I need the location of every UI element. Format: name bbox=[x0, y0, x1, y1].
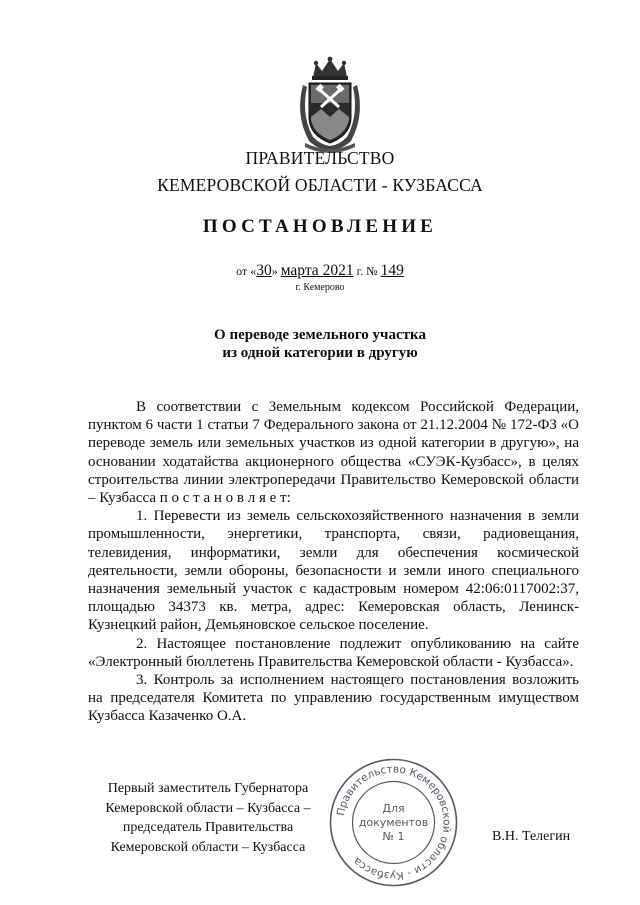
stamp-center-line2: документов bbox=[358, 816, 429, 829]
coat-of-arms-icon bbox=[289, 55, 371, 153]
stamp-center-line3: № 1 bbox=[382, 830, 405, 843]
signatory-title-line4: Кемеровской области – Кузбасса bbox=[110, 839, 306, 855]
item-3-paragraph: 3. Контроль за исполнением настоящего постановления возложить на председателя Комитета по управлению государственным имуществом Кузбасса Казаченко О.А. bbox=[88, 672, 579, 725]
date-month-year: марта 2021 bbox=[280, 262, 354, 279]
signatory-title bbox=[92, 779, 324, 857]
document-number: 149 bbox=[380, 262, 404, 279]
organization-name-line1: ПРАВИТЕЛЬСТВО bbox=[245, 148, 395, 168]
preamble-paragraph: В соответствии с Земельным кодексом Российской Федерации, пунктом 6 части 1 статьи 7 Федерального закона от 21.12.2004 № 172-ФЗ «О переводе земель или земельных участков из одной категории в другую», на основании ходатайства акционерного общества «СУЭК-Кузбасс», в целях строительства линии электропередачи Правительство Кемеровской области – Кузбасса п о с т а н о в л я е т: bbox=[88, 399, 579, 507]
date-mid: » bbox=[271, 264, 278, 278]
number-sign: № bbox=[366, 264, 378, 278]
signatory-title-line3: председатель Правительства bbox=[122, 820, 294, 835]
item-2-paragraph: 2. Настоящее постановление подлежит опубликованию на сайте «Электронный бюллетень Правительства Кемеровской области - Кузбасса». bbox=[88, 635, 579, 670]
date-prefix: от « bbox=[236, 264, 257, 278]
date-year-suffix: г. bbox=[356, 264, 364, 278]
official-stamp bbox=[326, 755, 461, 890]
subject-heading-line1: О переводе земельного участка bbox=[214, 327, 426, 343]
signatory-name: В.Н. Телегин bbox=[492, 829, 571, 844]
organization-name-line2: КЕМЕРОВСКОЙ ОБЛАСТИ - КУЗБАССА bbox=[157, 175, 483, 195]
document-type-title: ПОСТАНОВЛЕНИЕ bbox=[202, 216, 438, 237]
date-day: 30 bbox=[256, 262, 272, 279]
signatory-title-line1: Первый заместитель Губернатора bbox=[107, 781, 309, 796]
document-body bbox=[88, 398, 579, 726]
stamp-center-line1: Для bbox=[382, 802, 405, 815]
signatory-title-line2: Кемеровской области – Кузбасса – bbox=[105, 800, 311, 816]
item-1-paragraph: 1. Перевести из земель сельскохозяйственного назначения в земли промышленности, энергетики, транспорта, связи, радиовещания, телевидения, информатики, земли для обеспечения космической деятельности, земли обороны, безопасности и земли иного специального назначения земельный участок с кадастровым номером 42:06:0117002:37, площадью 34373 кв. метра, адрес: Кемеровская область, Ленинск-Кузнецкий район, Демьяновское сельское поселение. bbox=[88, 508, 579, 634]
stamp-ring-text: Правительство Кемеровской области - Кузбасса bbox=[334, 763, 453, 882]
city-label: г. Кемерово bbox=[295, 282, 345, 293]
date-number-line bbox=[0, 262, 640, 280]
subject-heading-line2: из одной категории в другую bbox=[222, 345, 418, 361]
